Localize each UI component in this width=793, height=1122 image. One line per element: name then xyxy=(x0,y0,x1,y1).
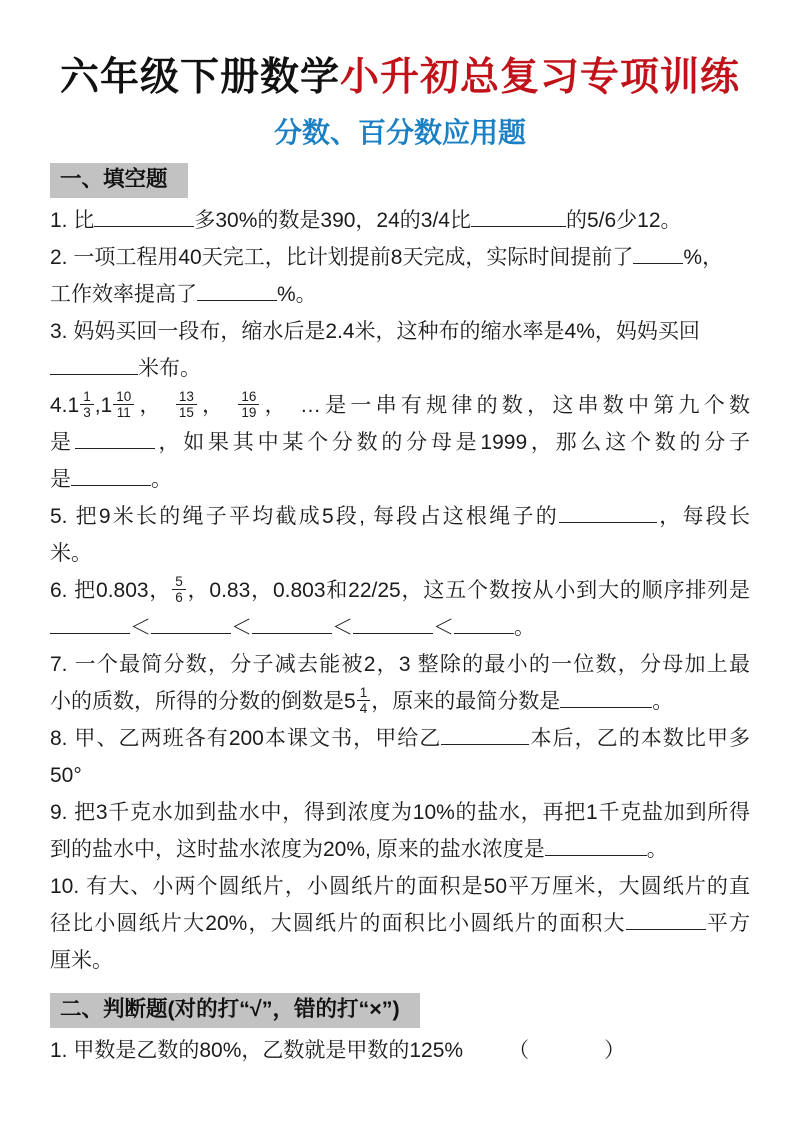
question-text: 米布。 xyxy=(138,357,201,381)
question-text: 米。 xyxy=(50,542,92,566)
fraction-numerator: 10 xyxy=(113,389,134,405)
question-line xyxy=(50,905,750,942)
blank-underline xyxy=(454,613,514,634)
question-text: 8. 甲、乙两班各有200本课文书，甲给乙 xyxy=(50,727,442,751)
blank-underline xyxy=(441,724,529,745)
fraction-denominator: 15 xyxy=(178,405,194,421)
question xyxy=(50,387,750,498)
blank-underline xyxy=(252,613,332,634)
question-text: 是 xyxy=(50,431,75,455)
question-text: ， xyxy=(135,394,175,418)
question-text: 6. 把0.803， xyxy=(50,579,172,603)
questions-area xyxy=(50,149,750,1069)
fraction-numerator: 5 xyxy=(172,574,186,590)
fraction-denominator: 19 xyxy=(241,405,257,421)
question-text: ＜ xyxy=(332,616,353,640)
question-line xyxy=(50,609,750,646)
question-text: %， xyxy=(683,246,724,270)
question-text: 厘米。 xyxy=(50,949,113,973)
fraction-numerator: 1 xyxy=(357,685,371,701)
question-text: ， xyxy=(197,394,238,418)
blank-underline xyxy=(545,835,647,856)
question-text: 径比小圆纸片大20%，大圆纸片的面积比小圆纸片的面积大 xyxy=(50,912,626,936)
blank-underline xyxy=(71,465,151,486)
blank-underline xyxy=(353,613,433,634)
question-line xyxy=(50,646,750,683)
question xyxy=(50,868,750,979)
question-line xyxy=(50,794,750,831)
question-text: 1. 比 xyxy=(50,209,95,233)
blank-underline xyxy=(626,909,706,930)
question-line xyxy=(50,757,750,794)
fraction-denominator: 3 xyxy=(83,405,91,421)
question xyxy=(50,646,750,720)
question-text: 。 xyxy=(646,838,668,862)
blank-underline xyxy=(471,206,566,227)
question-line xyxy=(50,387,750,424)
question-text: 本后，乙的本数比甲多 xyxy=(529,727,751,751)
fraction-denominator: 4 xyxy=(359,701,368,717)
question-line xyxy=(50,498,750,535)
spacer-gap xyxy=(463,1056,508,1057)
question-text: 9. 把3千克水加到盐水中，得到浓度为10%的盐水，再把1千克盐加到所得 xyxy=(50,801,750,825)
question-line xyxy=(50,868,750,905)
question-text: ， …是一串有规律的数，这串数中第九个数 xyxy=(260,394,750,418)
question-text: 是 xyxy=(50,468,71,492)
question-text: 2. 一项工程用40天完工，比计划提前8天完成，实际时间提前了 xyxy=(50,246,634,270)
question-text: ，每段长 xyxy=(657,505,751,529)
page-title xyxy=(50,54,750,103)
question-line xyxy=(50,276,750,313)
question-text: ，0.83，0.803和22/25，这五个数按从小到大的顺序排列是 xyxy=(186,579,750,603)
blank-underline xyxy=(94,206,194,227)
question-text: 10. 有大、小两个圆纸片，小圆纸片的面积是50平万厘米，大圆纸片的直 xyxy=(50,875,750,899)
question-text: ，如果其中某个分数的分母是1999，那么这个数的分子 xyxy=(154,431,750,455)
question-text: 多30%的数是390，24的3/4比 xyxy=(194,209,471,233)
question-line xyxy=(50,424,750,461)
title-grade-part: 六年级下册数学 xyxy=(59,56,340,99)
question-line xyxy=(50,461,750,498)
question-text: ＜ xyxy=(231,616,252,640)
question-line xyxy=(50,831,750,868)
question-text: 50° xyxy=(50,764,82,788)
blank-underline xyxy=(50,354,138,375)
blank-underline xyxy=(197,280,277,301)
blank-underline xyxy=(560,687,652,708)
question-line xyxy=(50,1032,750,1069)
question xyxy=(50,720,750,794)
question-line xyxy=(50,350,750,387)
question-line xyxy=(50,202,750,239)
fraction xyxy=(80,389,94,420)
blank-underline xyxy=(151,613,231,634)
question xyxy=(50,202,750,239)
blank-underline xyxy=(50,613,130,634)
fraction xyxy=(176,389,197,420)
question-text: 1. 甲数是乙数的80%，乙数就是甲数的125% xyxy=(50,1039,464,1063)
question-text: 到的盐水中，这时盐水浓度为20%, 原来的盐水浓度是 xyxy=(50,838,545,862)
fraction xyxy=(238,389,259,420)
fraction-numerator: 1 xyxy=(80,389,94,405)
question-text: 工作效率提高了 xyxy=(50,283,197,307)
question-text: %。 xyxy=(277,283,317,307)
fraction-numerator: 13 xyxy=(176,389,197,405)
question-text: 的5/6少12。 xyxy=(565,209,682,233)
question-text: 平方 xyxy=(705,912,751,936)
question-text: 7. 一个最简分数，分子减去能被2，3 整除的最小的一位数，分母加上最 xyxy=(50,653,750,677)
blank-underline xyxy=(75,428,155,449)
question-text: 。 xyxy=(514,616,535,640)
question xyxy=(50,1032,750,1069)
section-heading: 二、判断题(对的打“√”，错的打“×”) xyxy=(50,993,420,1028)
question-line xyxy=(50,313,750,350)
question-line xyxy=(50,239,750,276)
question xyxy=(50,239,750,313)
fraction-denominator: 11 xyxy=(116,405,131,421)
question-text: 4.1 xyxy=(50,394,80,418)
question-line xyxy=(50,535,750,572)
question xyxy=(50,498,750,572)
question-text: （ xyxy=(508,1039,530,1063)
question-line xyxy=(50,572,750,609)
question-line xyxy=(50,683,750,720)
question-text: ,1 xyxy=(94,394,113,418)
question xyxy=(50,572,750,646)
fraction xyxy=(172,574,186,605)
title-exam-part: 小升初总复习专项训练 xyxy=(340,56,741,99)
section-heading-row xyxy=(50,149,750,202)
question-text: ，原来的最简分数是 xyxy=(371,690,561,714)
spacer-gap xyxy=(529,1056,604,1057)
question-text: 。 xyxy=(652,690,674,714)
question-text: 3. 妈妈买回一段布，缩水后是2.4米，这种布的缩水率是4%，妈妈买回 xyxy=(50,320,700,344)
blank-underline xyxy=(559,502,657,523)
question-line xyxy=(50,942,750,979)
page-subtitle: 分数、百分数应用题 xyxy=(273,116,526,148)
question-text: 。 xyxy=(151,468,172,492)
section-heading: 一、填空题 xyxy=(50,163,188,198)
question-text: 5. 把9米长的绳子平均截成5段, 每段占这根绳子的 xyxy=(50,505,560,529)
question-text: 小的质数，所得的分数的倒数是5 xyxy=(50,690,356,714)
fraction-numerator: 16 xyxy=(238,389,259,405)
fraction xyxy=(357,685,371,716)
blank-underline xyxy=(633,243,683,264)
section-heading-row xyxy=(50,979,750,1032)
question-line xyxy=(50,720,750,757)
question-text: ） xyxy=(604,1039,626,1063)
question xyxy=(50,794,750,868)
question-text: ＜ xyxy=(130,616,151,640)
fraction xyxy=(113,389,134,420)
question xyxy=(50,313,750,387)
question-text: ＜ xyxy=(433,616,454,640)
fraction-denominator: 6 xyxy=(175,590,183,606)
